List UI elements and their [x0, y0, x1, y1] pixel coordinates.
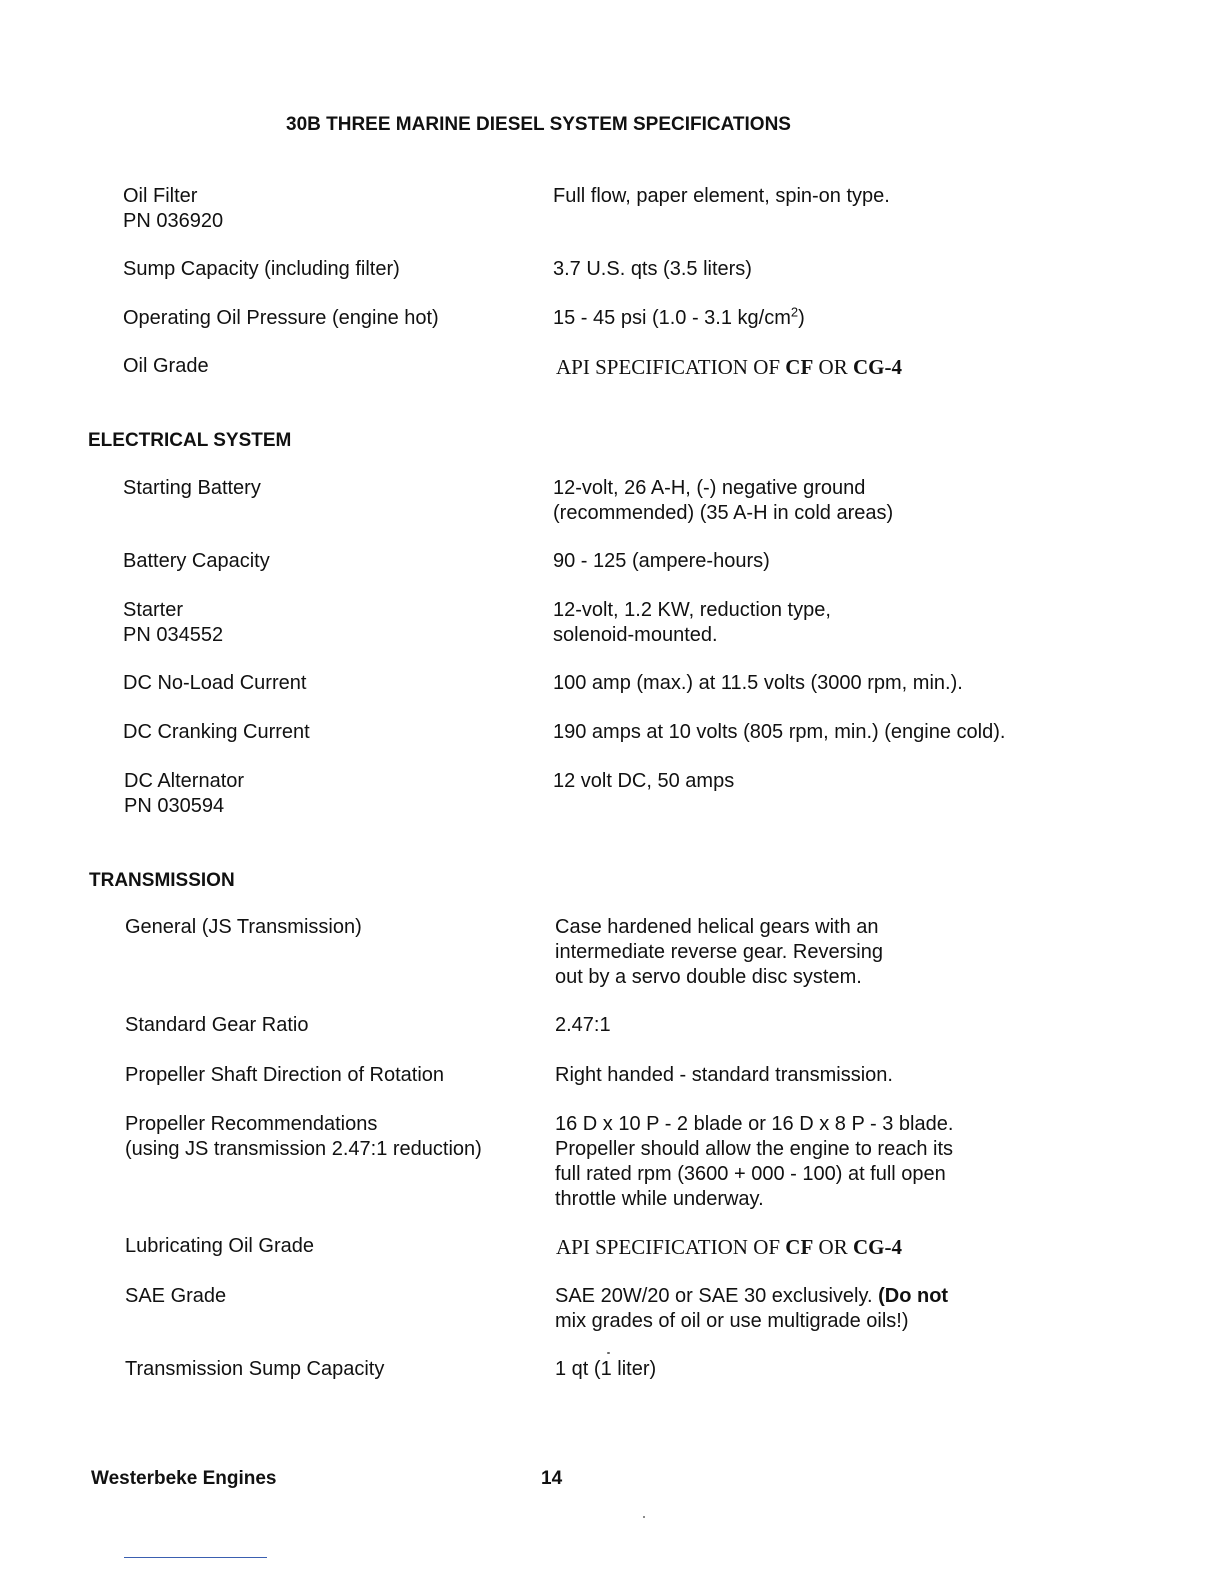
starting-battery-label: Starting Battery	[123, 477, 261, 499]
starter-label: Starter PN 034552	[123, 599, 224, 646]
dc-cranking-value: 190 amps at 10 volts (805 rpm, min.) (engine cold).	[553, 721, 1006, 743]
rotation-label: Propeller Shaft Direction of Rotation	[125, 1064, 445, 1086]
oil-pressure-value: 15 - 45 psi (1.0 - 3.1 $kg/cm^2$)	[553, 304, 805, 329]
scan-speck	[607, 1352, 610, 1354]
sae-grade-value: SAE 20W/20 or SAE 30 exclusively. (Do not mix grades of oil or use multigrade oils!)	[555, 1285, 949, 1332]
dc-no-load-value: 100 amp (max.) at 11.5 volts (3000 rpm, min.).	[553, 672, 963, 694]
propeller-value: 16 D x 10 P - 2 blade or 16 D x 8 P - 3 blade. Propeller should allow the engine to reach its full rated rpm (3600 + 000 - 100) at full open throttle while underway.	[555, 1113, 954, 1210]
battery-capacity-label: Battery Capacity	[123, 550, 270, 572]
oil-filter-value: Full flow, paper element, spin-on type.	[553, 185, 890, 207]
transmission-heading: TRANSMISSION	[89, 870, 235, 891]
sump-capacity-value: 3.7 U.S. qts (3.5 liters)	[553, 258, 752, 280]
scan-speck	[643, 1516, 645, 1518]
page-number: 14	[541, 1468, 563, 1489]
bottom-rule	[124, 1557, 267, 1558]
lube-oil-label: Lubricating Oil Grade	[125, 1235, 314, 1257]
trans-sump-label: Transmission Sump Capacity	[125, 1358, 385, 1380]
sae-grade-label: SAE Grade	[125, 1285, 227, 1307]
gear-ratio-value: 2.47:1	[555, 1014, 611, 1036]
general-value: Case hardened helical gears with an intermediate reverse gear. Reversing out by a servo double disc system.	[555, 916, 883, 988]
oil-filter-label: Oil Filter PN 036920	[123, 185, 224, 232]
starting-battery-value: 12-volt, 26 A-H, (-) negative ground (recommended) (35 A-H in cold areas)	[553, 477, 894, 524]
gear-ratio-label: Standard Gear Ratio	[125, 1014, 309, 1036]
starter-value: 12-volt, 1.2 KW, reduction type, solenoid-mounted.	[553, 599, 831, 646]
general-label: General (JS Transmission)	[125, 916, 362, 938]
electrical-heading: ELECTRICAL SYSTEM	[88, 430, 292, 451]
page-title: 30B THREE MARINE DIESEL SYSTEM SPECIFICATIONS	[286, 114, 791, 135]
oil-grade-value: API SPECIFICATION OF CF OR CG-4	[556, 355, 902, 379]
trans-sump-value: 1 qt (1 liter)	[555, 1358, 657, 1380]
oil-pressure-label: Operating Oil Pressure (engine hot)	[123, 307, 439, 329]
dc-cranking-label: DC Cranking Current	[123, 721, 310, 743]
lube-oil-value: API SPECIFICATION OF CF OR CG-4	[556, 1235, 902, 1259]
dc-no-load-label: DC No-Load Current	[123, 672, 307, 694]
battery-capacity-value: 90 - 125 (ampere-hours)	[553, 550, 770, 572]
propeller-label: Propeller Recommendations (using JS transmission 2.47:1 reduction)	[125, 1113, 482, 1160]
dc-alternator-label: DC Alternator PN 030594	[124, 770, 245, 817]
dc-alternator-value: 12 volt DC, 50 amps	[553, 770, 735, 792]
footer-company: Westerbeke Engines	[91, 1468, 277, 1489]
oil-grade-label: Oil Grade	[123, 355, 209, 377]
sump-capacity-label: Sump Capacity (including filter)	[123, 258, 400, 280]
rotation-value: Right handed - standard transmission.	[555, 1064, 893, 1086]
